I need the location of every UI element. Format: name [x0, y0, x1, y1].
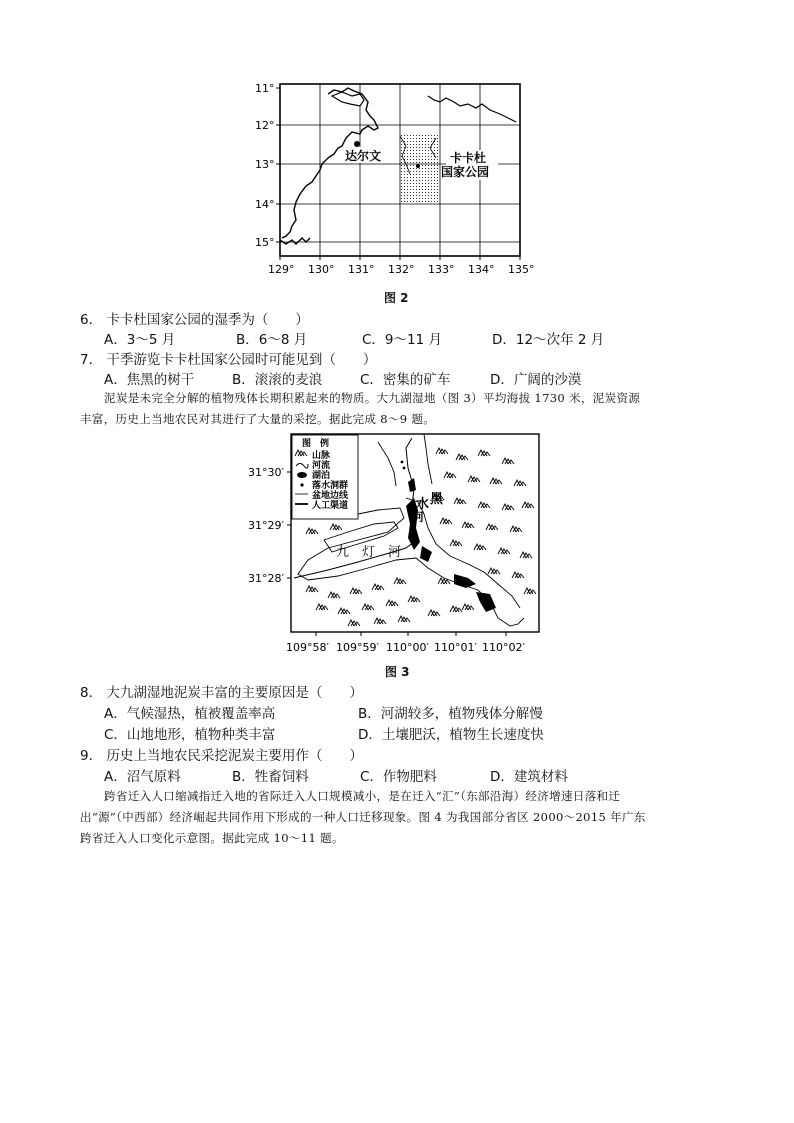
legend-item-lake: 湖泊	[312, 471, 331, 481]
hei-label: 黑	[430, 492, 444, 507]
lake-4	[476, 592, 496, 612]
he-label: 河	[412, 510, 425, 524]
lon-label-10958: 109°58′	[286, 641, 329, 654]
lake-2	[420, 546, 432, 562]
figure-2-map	[250, 74, 550, 284]
legend-item-river: 河流	[312, 461, 331, 471]
question-9-option-b[interactable]: B．牲畜饲料	[232, 769, 309, 785]
figure-3-svg	[228, 428, 558, 658]
figure-3-caption: 图 3	[385, 665, 410, 679]
lat-label-13: 13°	[255, 158, 275, 171]
lake-3	[454, 574, 476, 588]
lon-label-129: 129°	[268, 263, 295, 276]
park-point	[416, 164, 420, 168]
question-6-option-a[interactable]: A．3～5 月	[104, 332, 176, 348]
lat-label-15: 15°	[255, 236, 275, 249]
lat-label-14: 14°	[255, 198, 275, 211]
question-6-option-c[interactable]: C．9～11 月	[362, 332, 442, 348]
question-8-option-c[interactable]: C．山地地形，植物种类丰富	[104, 727, 276, 743]
intro-10-11-line-3: 跨省迁入人口变化示意图。据此完成 10～11 题。	[80, 831, 344, 845]
question-6-option-d[interactable]: D．12～次年 2 月	[492, 332, 605, 348]
lon-label-11000: 110°00′	[386, 641, 429, 654]
question-8-stem: 8． 大九湖湿地泥炭丰富的主要原因是（ ）	[80, 685, 363, 701]
intro-8-9-line-1: 泥炭是未完全分解的植物残体长期积累起来的物质。大九湖湿地（图 3）平均海拔 1730 米，泥炭资源	[104, 391, 641, 405]
park-label-2: 国家公园	[441, 165, 490, 179]
coastline	[280, 88, 378, 244]
lon-label-131: 131°	[348, 263, 375, 276]
lon-label-11002: 110°02′	[482, 641, 525, 654]
question-7-stem: 7． 干季游览卡卡杜国家公园时可能见到（ ）	[80, 352, 377, 368]
lon-label-10959: 109°59′	[336, 641, 379, 654]
question-7-option-c[interactable]: C．密集的矿车	[360, 372, 451, 388]
lat-label-3129: 31°29′	[248, 519, 284, 532]
lat-label-11: 11°	[255, 82, 275, 95]
legend-item-basin-edge: 盆地边线	[312, 491, 349, 501]
intro-10-11-line-1: 跨省迁入人口缩减指迁入地的省际迁入人口规模减小，是在迁入“汇”（东部沿海）经济增速日落和迁	[104, 789, 621, 803]
question-6-stem: 6． 卡卡杜国家公园的湿季为（ ）	[80, 312, 309, 328]
question-7-option-b[interactable]: B．滚滚的麦浪	[232, 372, 323, 388]
figure-2-svg	[250, 74, 550, 284]
lat-label-12: 12°	[255, 119, 275, 132]
question-9-option-a[interactable]: A．沼气原料	[104, 769, 181, 785]
darwin-point	[354, 141, 360, 147]
legend-item-sinkhole: 落水洞群	[312, 481, 349, 491]
lon-label-132: 132°	[388, 263, 415, 276]
jiudeng-river-label: 九 灯 河	[336, 545, 402, 560]
figure-2-caption: 图 2	[384, 291, 409, 305]
lat-label-3128: 31°28′	[248, 572, 284, 585]
lon-label-135: 135°	[508, 263, 535, 276]
intro-8-9-line-2: 丰富，历史上当地农民对其进行了大量的采挖。据此完成 8～9 题。	[80, 412, 436, 426]
north-river	[378, 434, 432, 486]
question-8-option-a[interactable]: A．气候湿热，植被覆盖率高	[104, 706, 276, 722]
lon-label-134: 134°	[468, 263, 495, 276]
legend-title: 图 例	[302, 439, 330, 449]
question-8-option-b[interactable]: B．河湖较多，植物残体分解慢	[358, 706, 543, 722]
legend-item-mountain: 山脉	[312, 451, 331, 461]
lake-5	[408, 478, 416, 492]
darwin-label: 达尔文	[345, 149, 382, 163]
lon-label-133: 133°	[428, 263, 455, 276]
question-8-option-d[interactable]: D．土壤肥沃，植物生长速度快	[358, 727, 544, 743]
sinkhole-group	[401, 461, 406, 470]
lon-label-130: 130°	[308, 263, 335, 276]
shui-label: 水	[416, 497, 430, 512]
park-label-1: 卡卡杜	[450, 151, 487, 165]
question-9-option-c[interactable]: C．作物肥料	[360, 769, 437, 785]
question-6-option-b[interactable]: B．6～8 月	[236, 332, 308, 348]
legend-item-channel: 人工渠道	[312, 501, 349, 511]
park-area	[400, 134, 440, 204]
lat-label-3130: 31°30′	[248, 466, 284, 479]
intro-10-11-line-2: 出“源”（中西部）经济崛起共同作用下形成的一种人口迁移现象。图 4 为我国部分省区 2000～2015 年广东	[80, 810, 646, 824]
question-7-option-a[interactable]: A．焦黑的树干	[104, 372, 195, 388]
coast-east	[428, 96, 516, 122]
question-9-stem: 9． 历史上当地农民采挖泥炭主要用作（ ）	[80, 748, 363, 764]
lon-label-11001: 110°01′	[434, 641, 477, 654]
question-9-option-d[interactable]: D．建筑材料	[490, 769, 568, 785]
figure-3-map	[228, 428, 558, 658]
question-7-option-d[interactable]: D．广阔的沙漠	[490, 372, 582, 388]
island	[332, 92, 364, 106]
